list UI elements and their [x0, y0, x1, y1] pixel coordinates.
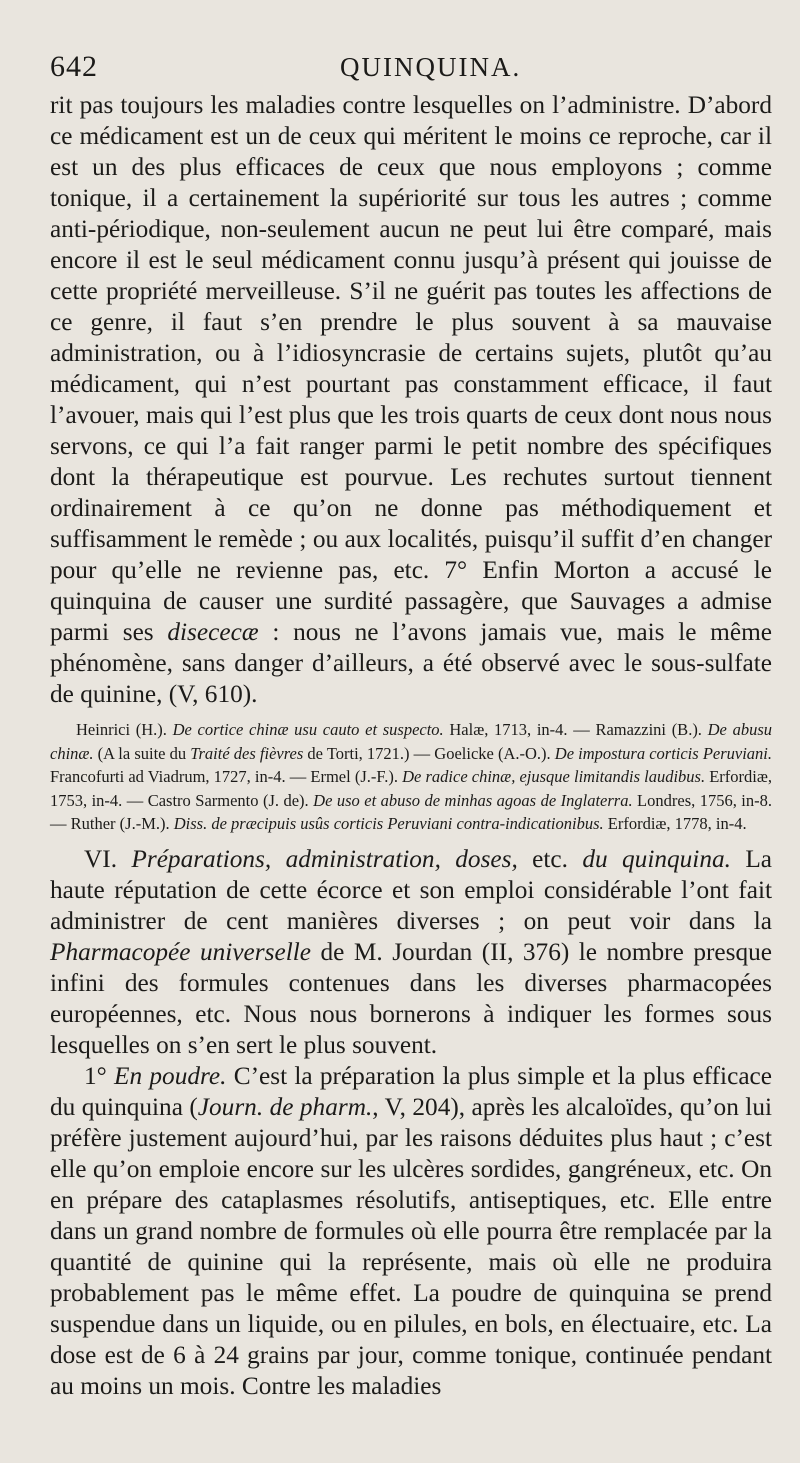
bibliography-note — [50, 718, 772, 836]
section-paragraph — [50, 844, 772, 1061]
main-text — [50, 90, 772, 1402]
page-number: 642 — [50, 50, 98, 83]
book-title-italic: Pharmacopée universelle — [50, 937, 311, 966]
page-header — [50, 46, 772, 90]
ref-text: Erfordiæ, 1753, in-4. — Castro Sarmento (J. de). — [50, 767, 773, 810]
ref-title: Diss. de præcipuis usûs corticis Peruviani contra-indicationibus. — [173, 814, 604, 833]
ref-title: De uso et abuso de minhas agoas de Inglaterra. — [313, 790, 633, 810]
section-title: Préparations, administration, doses, — [131, 844, 518, 873]
ref-text: (A la suite du — [93, 743, 191, 763]
ref-title: De abusu chinæ. — [50, 720, 772, 763]
paragraph-text: rit pas toujours les maladies contre lesquelles on l’administre. D’abord ce médicament est un de ceux qui méritent le moins ce reproche, car il est un des plus efficaces de ceux que nous employons ; comme tonique, il a certainement la supériorité sur tous les autres ; comme anti-périodique, non-seulement aucun ne peut lui être comparé, mais encore il est le seul médicament connu jusqu’à présent qui jouisse de cette propriété merveilleuse. S’il ne guérit pas toutes les affections de ce genre, il faut s’en prendre le plus souvent à sa mauvaise administration, ou à l’idiosyncrasie de certains sujets, plutôt qu’au médicament, qui n’est pourtant pas constamment efficace, il faut l’avouer, mais qui l’est plus que les trois quarts de ceux dont nous nous servons, ce qui l’a fait ranger parmi le petit nombre des spécifiques dont la thérapeutique est pourvue. Les rechutes surtout tiennent ordinairement à ce qu’on ne donne pas méthodiquement et suffisamment le remède ; ou aux localités, puisqu’il suffit d’en changer pour qu’elle ne revienne pas, etc. 7° Enfin Morton a accusé le quinquina de causer une surdité passagère, que Sauvages a admise parmi ses — [50, 91, 772, 646]
section-title-end: du quinquina. — [582, 844, 731, 873]
ref-title: De cortice chinæ usu cauto et suspecto. — [172, 720, 444, 739]
ref-text: de Torti, 1721.) — Goelicke (A.-O.). — [303, 743, 555, 763]
running-head: QUINQUINA. — [340, 52, 522, 82]
paragraph-italic-term: disececæ — [167, 618, 259, 646]
ref-author: Heinrici (H.). — [76, 720, 173, 739]
section-text-end: de M. Jourdan (II, 376) le nombre presque infini des formules contenues dans les diverses pharmacopées européennes, etc. Nous nous bornerons à indiquer les formes sous lesquelles on s’en sert le plus souvent. — [50, 937, 772, 1059]
ref-text: Londres, 1756, in-8. — Ruther (J.-M.). — [50, 790, 772, 833]
paragraph-continuation — [50, 90, 772, 710]
ref-text: Halæ, 1713, in-4. — Ramazzini (B.). — [443, 720, 708, 739]
subsection-paragraph — [50, 1061, 772, 1402]
ref-text: Erfordiæ, 1778, in-4. — [603, 814, 747, 833]
section-number: VI. — [84, 844, 132, 873]
ref-title: De radice chinæ, ejusque limitandis laudibus. — [402, 767, 706, 786]
subsection-title: En poudre. — [114, 1061, 227, 1090]
journal-title-italic: Journ. de pharm. — [197, 1092, 373, 1121]
section-text: La haute réputation de cette écorce et son emploi considérable l’ont fait administrer de cent manières diverses ; on peut voir dans la — [50, 844, 772, 935]
subsection-text: C’est la préparation la plus simple et la plus efficace du quinquina ( — [50, 1061, 773, 1121]
paragraph-text-end: : nous ne l’avons jamais vue, mais le même phénomène, sans danger d’ailleurs, a été observé avec le sous-sulfate de quinine, (V, 610). — [50, 618, 772, 708]
subsection-text-end: , V, 204), après les alcaloïdes, qu’on lui préfère justement aujourd’hui, par les raisons déduites plus haut ; c’est elle qu’on emploie encore sur les ulcères sordides, gangréneux, etc. On en prépare des cataplasmes résolutifs, antiseptiques, etc. Elle entre dans un grand nombre de formules où elle pourra être remplacée par la quantité de quinine qui la représente, mais où elle ne produira probablement pas le même effet. La poudre de quinquina se prend suspendue dans un liquide, ou en pilules, en bols, en électuaire, etc. La dose est de 6 à 24 grains par jour, comme tonique, continuée pendant au moins un mois. Contre les maladies — [50, 1092, 772, 1400]
ref-title: Traité des fièvres — [190, 743, 304, 763]
ref-title: De impostura corticis Peruviani. — [554, 743, 773, 763]
subsection-number: 1° — [84, 1061, 115, 1090]
ref-text: Francofurti ad Viadrum, 1727, in-4. — Ermel (J.-F.). — [50, 767, 403, 786]
section-title-mid: etc. — [517, 844, 583, 873]
